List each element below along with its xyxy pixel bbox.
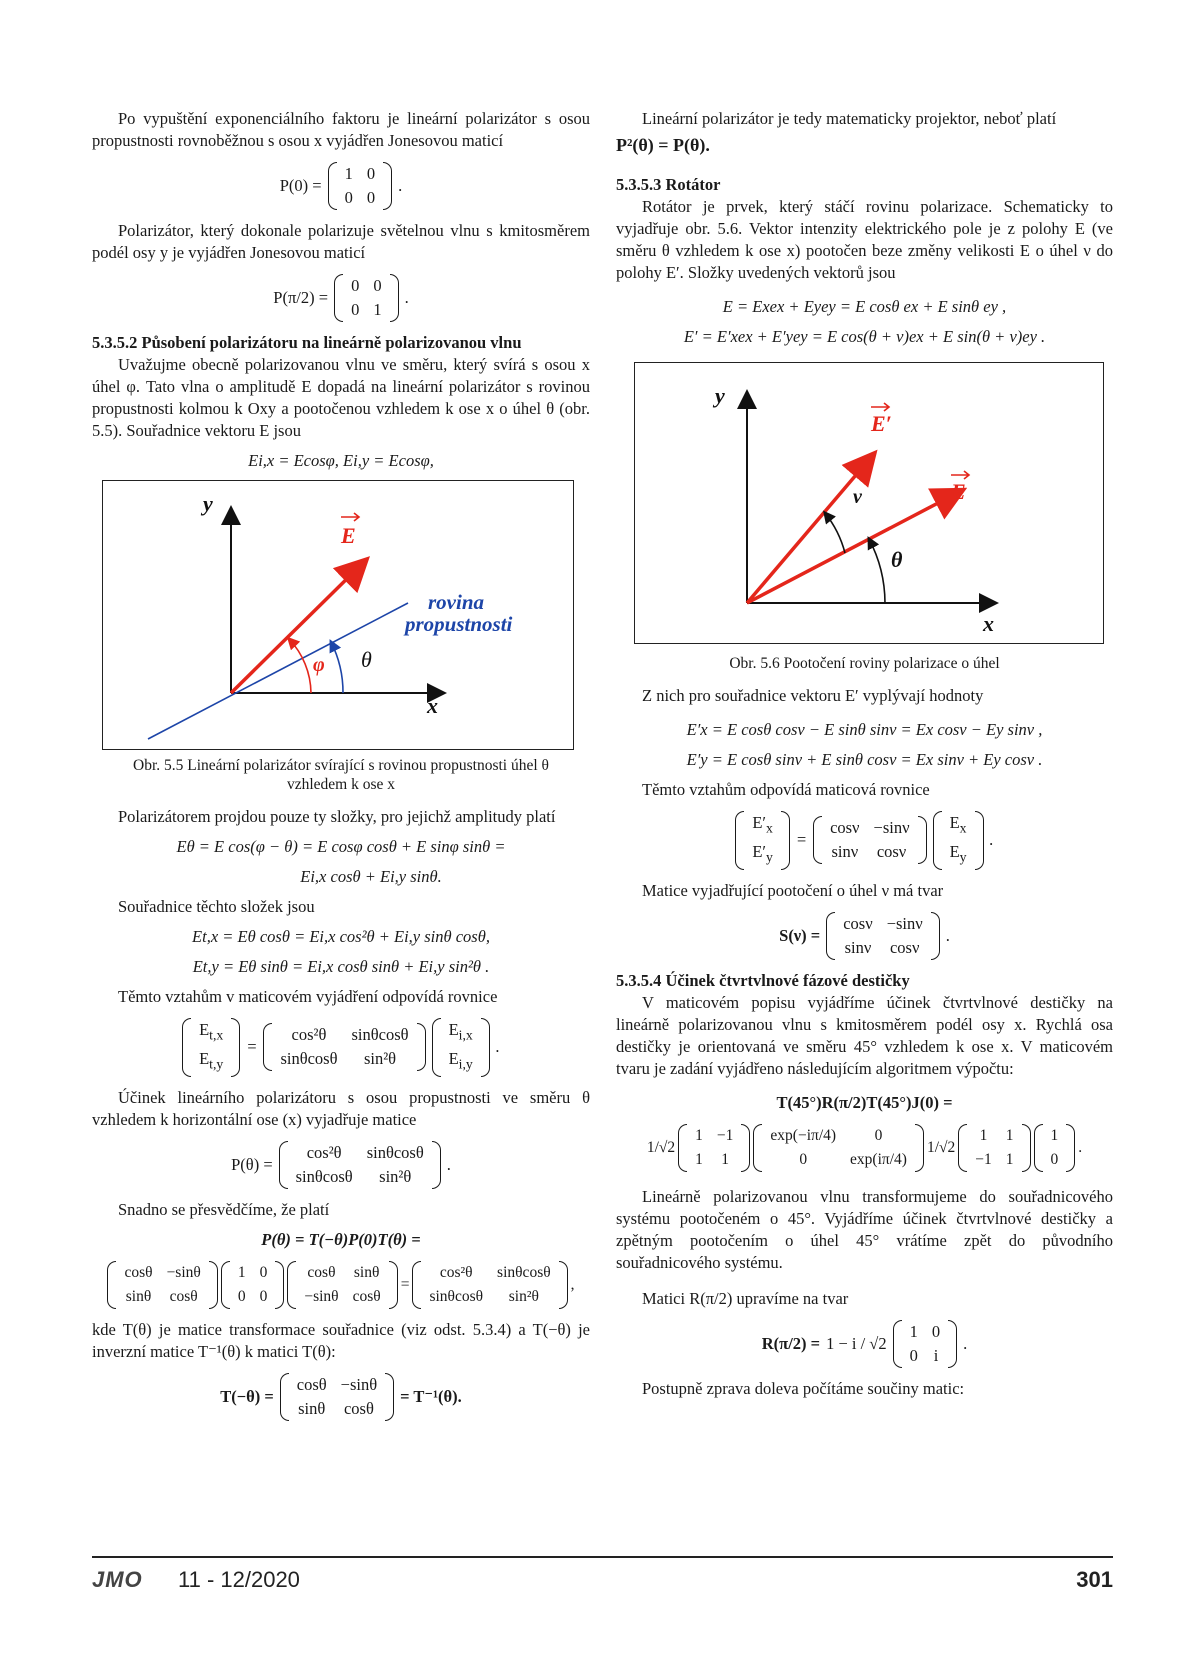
x-axis-label: x [983,611,994,636]
matrix: $E_{i,x}$ $E_{i,y}$ [432,1018,490,1077]
matrix: $E_x$ $E_y$ [933,811,984,870]
paragraph: Uvažujme obecně polarizovanou vlnu ve směru, který svírá s osou x úhel φ. Tato vlna o amplitudě E dopadá na lineární polarizátor s rovinou propustnosti kolmou k Oxy a pootočenou vzhledem k ose x o úhel θ (obr. 5.5). Souřadnice vektoru E jsou [92,355,590,440]
angle-theta-label: θ [361,647,372,672]
equation: T(45°)R(π/2)T(45°)J(0) = [776,1092,953,1112]
y-axis-label: y [715,383,725,408]
paragraph: Po vypuštění exponenciálního faktoru je lineární polarizátor s osou propustnosti rovnoběžnou s osou x vyjádřen Jonesovou maticí [92,109,590,150]
paragraph: Účinek lineárního polarizátoru s osou propustnosti ve směru θ vzhledem k horizontální ose (x) vyjadřuje matice [92,1087,590,1129]
equation-matrix: $E_{t,x}$ $E_{t,y}$ = cos²θ sinθcosθ sinθcosθ sin²θ $E_{i,x}$ $E_{i,y}$ . [92,1018,590,1077]
page-number: 301 [1076,1567,1113,1592]
section-heading: 5.3.5.4 Účinek čtvrtvlnové fázové destičky [616,970,910,990]
paragraph: Rotátor je prvek, který stáčí rovinu polarizace. Schematicky to vyjadřuje obr. 5.6. Vektor intenzity elektrického pole je z polohy E (ve směru θ vzhledem k ose x) pootočen beze změny velikosti E o úhel ν do polohy E′. Složky uvedených vektorů jsou [616,197,1113,282]
paragraph: Polarizátorem projdou pouze ty složky, pro jejichž amplitudy platí [118,807,556,826]
matrix: cos²θ sinθcosθ sinθcosθ sin²θ [263,1023,425,1071]
section-heading: 5.3.5.2 Působení polarizátoru na lineárně polarizovanou vlnu [92,333,522,352]
vector-e-label: E [341,523,356,548]
plane-label: propustnosti [405,612,513,636]
matrix: 1 −1 1 1 [678,1124,750,1172]
figure-caption: Obr. 5.5 Lineární polarizátor svírající s rovinou propustnosti úhel θ vzhledem k ose x [133,757,549,793]
matrix: cosθ sinθ −sinθ cosθ [287,1261,397,1309]
equation-p-pi2: P(π/2) = 0 0 0 1 . [92,274,590,322]
vector-arrow-icon [871,403,889,411]
vector-arrow-icon [951,471,969,479]
matrix: 1 0 [1034,1124,1076,1172]
matrix: cosθ −sinθ sinθ cosθ [107,1261,217,1309]
paragraph: Snadno se přesvědčíme, že platí [118,1199,330,1219]
matrix: $E_{t,x}$ $E_{t,y}$ [182,1018,240,1077]
equation: P(θ) = T(−θ)P(0)T(θ) = [261,1229,421,1249]
matrix: cos²θ sinθcosθ sinθcosθ sin²θ [279,1141,441,1189]
section-heading: 5.3.5.3 Rotátor [616,175,721,194]
equation: E′x = E cosθ cosν − E sinθ sinν = Ex cosν − Ey sinν , [686,720,1043,739]
matrix: 0 0 0 1 [334,274,399,322]
angle-phi-label: φ [313,654,325,676]
paragraph: Z nich pro souřadnice vektoru E′ vyplývají hodnoty [642,686,984,705]
paragraph: Souřadnice těchto složek jsou [118,897,315,916]
rotator-diagram [635,363,1103,643]
matrix: $E'_x$ $E'_y$ [735,811,790,870]
paragraph: Matici R(π/2) upravíme na tvar [642,1288,849,1308]
equation-p-theta: P(θ) = cos²θ sinθcosθ sinθcosθ sin²θ . [92,1141,590,1189]
paragraph: Postupně zprava doleva počítáme součiny matic: [642,1378,965,1398]
polarizer-diagram [103,481,573,749]
equation-t-minus-theta: T(−θ) = cosθ −sinθ sinθ cosθ = T⁻¹(θ). [92,1373,590,1421]
equation: Ei,x cosθ + Ei,y sinθ. [300,867,442,886]
equation: Eθ = E cos(φ − θ) = E cosφ cosθ + E sinφ sinθ = [176,837,506,856]
equation: E′y = E cosθ sinν + E sinθ cosν = Ex sinν + Ey cosν . [686,750,1043,769]
paragraph: Matice vyjadřující pootočení o úhel ν má tvar [642,880,944,900]
equation: Ei,x = Ecosφ, Ei,y = Ecosφ, [248,451,434,470]
equation-matrix-product: cosθ −sinθ sinθ cosθ 1 0 0 0 cosθ sinθ −sinθ cosθ = cos²θ sinθcosθ sinθcosθ sin²θ , [92,1261,590,1309]
equation: Et,x = Eθ cosθ = Ei,x cos²θ + Ei,y sinθ cosθ, [192,927,490,946]
plane-label: rovina [428,590,485,614]
matrix: 1 0 0 0 [328,162,393,210]
x-axis-label: x [427,693,438,718]
equation: E = Exex + Eyey = E cosθ ex + E sinθ ey , [722,297,1007,316]
paragraph: Lineárně polarizovanou vlnu transformujeme do souřadnicového systému pootočeném o 45°. Vyjádříme účinek čtvrtvlnové destičky a zpětným pootočením o úhel 45° vrátíme zpět do původního souřadnicového systému. [616,1186,1113,1272]
equation: Et,y = Eθ sinθ = Ei,x cosθ sinθ + Ei,y sin²θ . [192,957,490,976]
equation: P²(θ) = P(θ). [616,135,710,155]
issue-number: 11 - 12/2020 [178,1567,300,1592]
vector-e-label: E [951,479,966,504]
equation: E′ = E′xex + E′yey = E cos(θ + ν)ex + E sin(θ + ν)ey . [683,327,1046,346]
vector-e-prime-label: E′ [871,411,892,436]
paragraph: V maticovém popisu vyjádříme účinek čtvrtvlnové destičky na lineárně polarizovanou vlnu s kmitosměrem podél osy x. Rychlá osa destičky je orientovaná ve směru 45° vzhledem k ose x. V maticovém tvaru je zadání vyjádřeno následujícím algoritmem výpočtu: [616,992,1113,1078]
vector-arrow-icon [341,513,359,521]
matrix: cos²θ sinθcosθ sinθcosθ sin²θ [412,1261,567,1309]
matrix: 1 0 0 i [893,1320,958,1368]
footer-rule [92,1556,1113,1558]
paragraph: Polarizátor, který dokonale polarizuje světelnou vlnu s kmitosměrem podél osy y je vyjádřen Jonesovou maticí [92,221,590,262]
equation-s-nu: S(ν) = cosν −sinν sinν cosν . [616,912,1113,960]
equation-rotation-matrix: $E'_x$ $E'_y$ = cosν −sinν sinν cosν $E_x$ $E_y$ . [616,811,1113,870]
matrix: cosν −sinν sinν cosν [813,816,927,864]
equation-quarter-wave: 1/√2 1 −1 1 1 exp(−iπ/4) 0 0 exp(iπ/4) 1/√2 1 1 −1 1 1 0 . [616,1124,1113,1172]
figure-caption: Obr. 5.6 Pootočení roviny polarizace o úhel [729,655,1000,672]
y-axis-label: y [203,491,213,516]
angle-nu-label: ν [853,486,862,508]
paragraph: Těmto vztahům v maticovém vyjádření odpovídá rovnice [118,987,498,1006]
matrix: cosθ −sinθ sinθ cosθ [280,1373,394,1421]
right-column [616,108,1113,1400]
matrix: 1 0 0 0 [221,1261,285,1309]
left-column [92,108,590,1431]
paragraph: kde T(θ) je matice transformace souřadnice (viz odst. 5.3.4) a T(−θ) je inverzní matice T⁻¹(θ) k matici T(θ): [92,1319,590,1361]
journal-logo: JMO [92,1567,143,1592]
figure-5-6 [634,362,1104,644]
equation-r-pi2: R(π/2) = 1 − i / √2 1 0 0 i . [616,1320,1113,1368]
angle-theta-label: θ [891,547,903,572]
paragraph: Těmto vztahům odpovídá maticová rovnice [642,780,930,799]
figure-5-5 [102,480,574,750]
equation-p0: P(0) = 1 0 0 0 . [92,162,590,210]
matrix: cosν −sinν sinν cosν [826,912,940,960]
matrix: 1 1 −1 1 [958,1124,1030,1172]
paragraph: Lineární polarizátor je tedy matematicky projektor, neboť platí [642,109,1057,128]
matrix: exp(−iπ/4) 0 0 exp(iπ/4) [753,1124,924,1172]
